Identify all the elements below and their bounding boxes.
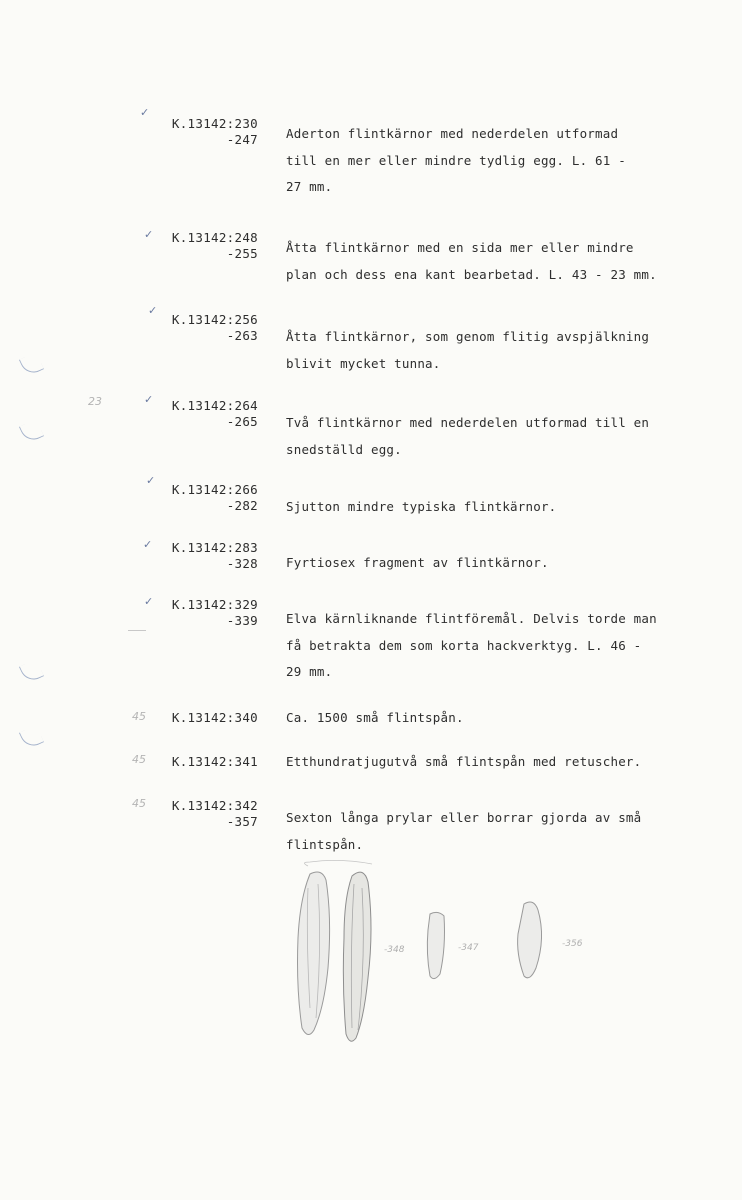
margin-note: 45 — [132, 710, 146, 723]
margin-note: 45 — [132, 753, 146, 766]
drawing-label: -347 — [458, 943, 479, 953]
check-mark-icon: ✓ — [144, 595, 154, 608]
check-mark-icon: ✓ — [144, 228, 154, 241]
catalogue-number: K.13142:341 — [171, 754, 258, 769]
entry-description: Åtta flintkärnor, som genom flitig avspjälkning blivit mycket tunna. — [286, 329, 650, 371]
entry-description: Sexton långa prylar eller borrar gjorda av små flintspån. — [286, 810, 642, 852]
catalogue-number: K.13142:256 -263 — [171, 312, 258, 343]
flint-awl-sketch — [343, 872, 371, 1041]
punch-hole-mark — [19, 659, 44, 684]
catalogue-number: K.13142:283 -328 — [171, 540, 258, 571]
flint-awl-drawing — [280, 858, 610, 1058]
entry-description: Etthundratjugutvå små flintspån med retuscher. — [286, 754, 642, 769]
entry-description: Elva kärnliknande flintföremål. Delvis torde man få betrakta dem som korta hackverktyg. L. 46 - 29 mm. — [286, 611, 657, 679]
flint-awl-sketch — [298, 872, 330, 1035]
margin-line — [128, 630, 146, 631]
flint-awl-sketch — [518, 902, 542, 978]
check-mark-icon: ✓ — [140, 106, 150, 119]
entry-description: Ca. 1500 små flintspån. — [286, 710, 464, 725]
entry-description: Åtta flintkärnor med en sida mer eller mindre plan och dess ena kant bearbetad. L. 43 - 23 mm. — [286, 240, 657, 282]
margin-note: 45 — [132, 797, 146, 810]
check-mark-icon: ✓ — [148, 304, 158, 317]
check-mark-icon: ✓ — [143, 538, 153, 551]
catalogue-number: K.13142:266 -282 — [171, 482, 258, 513]
punch-hole-mark — [19, 725, 44, 750]
catalogue-number: K.13142:342 -357 — [171, 798, 258, 829]
punch-hole-mark — [19, 352, 44, 377]
entry-description: Två flintkärnor med nederdelen utformad till en snedställd egg. — [286, 415, 650, 457]
drawing-label: -348 — [384, 945, 405, 955]
flint-awl-sketch — [427, 912, 444, 978]
drawing-label: -356 — [562, 939, 583, 949]
entry-description: Aderton flintkärnor med nederdelen utformad till en mer eller mindre tydlig egg. L. 61 - 27 mm. — [286, 126, 626, 194]
margin-note: 23 — [88, 395, 102, 408]
punch-hole-mark — [19, 419, 44, 444]
check-mark-icon: ✓ — [146, 474, 156, 487]
catalogue-number: K.13142:340 — [171, 710, 258, 725]
check-mark-icon: ✓ — [144, 393, 154, 406]
entry-description: Sjutton mindre typiska flintkärnor. — [286, 499, 557, 514]
catalogue-number: K.13142:230 -247 — [171, 116, 258, 147]
entry-description: Fyrtiosex fragment av flintkärnor. — [286, 555, 549, 570]
catalogue-number: K.13142:264 -265 — [171, 398, 258, 429]
catalogue-number: K.13142:248 -255 — [171, 230, 258, 261]
catalogue-number: K.13142:329 -339 — [171, 597, 258, 628]
